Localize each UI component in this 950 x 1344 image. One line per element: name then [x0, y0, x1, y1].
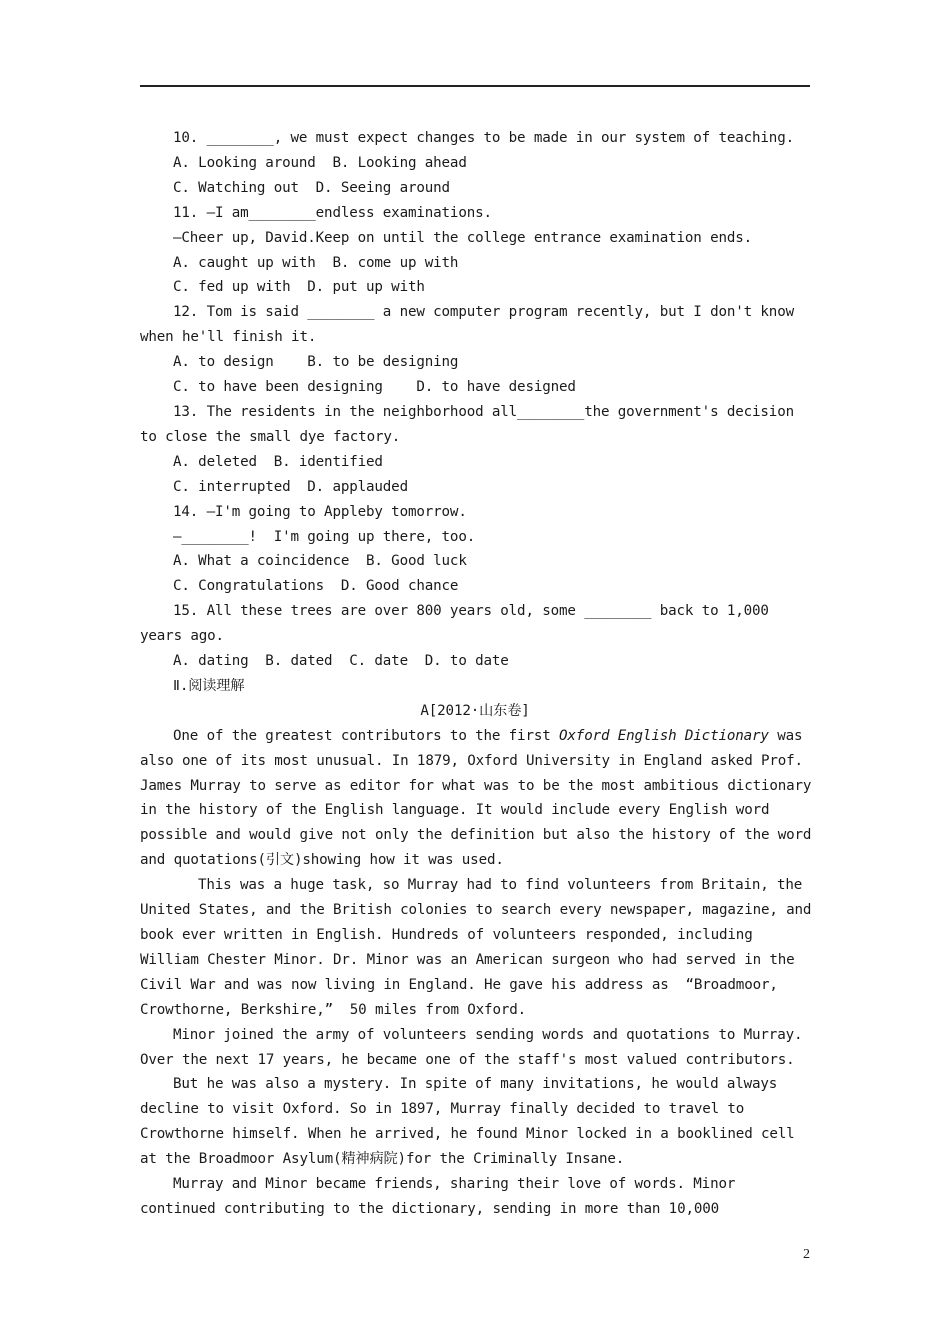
question-10-options-ab: A. Looking around B. Looking ahead: [173, 154, 467, 171]
question-13-options-cd: C. interrupted D. applauded: [173, 478, 408, 495]
passage-line: William Chester Minor. Dr. Minor was an American surgeon who had served in the: [140, 951, 795, 968]
question-11-options-ab: A. caught up with B. come up with: [173, 254, 459, 271]
passage-line: United States, and the British colonies to search every newspaper, magazine, and: [140, 902, 812, 919]
question-15-stem: 15. All these trees are over 800 years old, some ________ back to 1,000: [173, 603, 769, 620]
passage-line: Minor joined the army of volunteers sending words and quotations to Murray.: [173, 1026, 803, 1043]
question-13-options-ab: A. deleted B. identified: [173, 453, 383, 470]
question-12-stem: 12. Tom is said ________ a new computer program recently, but I don't know: [173, 304, 794, 321]
passage-line: in the history of the English language. It would include every English word: [140, 802, 770, 819]
question-15-options: A. dating B. dated C. date D. to date: [173, 653, 509, 670]
question-11-options-cd: C. fed up with D. put up with: [173, 279, 425, 296]
question-10-stem: 10. ________, we must expect changes to be made in our system of teaching.: [173, 130, 794, 146]
question-15-stem-cont: years ago.: [140, 628, 224, 645]
question-14-options-cd: C. Congratulations D. Good chance: [173, 578, 459, 595]
passage-line: at the Broadmoor Asylum(精神病院)for the Criminally Insane.: [140, 1151, 625, 1168]
question-12-stem-cont: when he'll finish it.: [140, 329, 317, 346]
question-13-stem: 13. The residents in the neighborhood all________the government's decision: [173, 403, 794, 420]
passage-line: continued contributing to the dictionary, sending in more than 10,000: [140, 1200, 720, 1217]
passage-line: This was a huge task, so Murray had to find volunteers from Britain, the: [198, 877, 803, 894]
page-number: 2: [803, 1247, 810, 1262]
question-13-stem-cont: to close the small dye factory.: [140, 428, 401, 445]
passage-line: Crowthorne, Berkshire,” 50 miles from Oxford.: [140, 1001, 527, 1018]
passage-line: Murray and Minor became friends, sharing their love of words. Minor: [173, 1176, 736, 1193]
question-14-reply: —________! I'm going up there, too.: [173, 528, 476, 545]
question-11-reply: —Cheer up, David.Keep on until the college entrance examination ends.: [173, 229, 753, 246]
passage-line: One of the greatest contributors to the first Oxford English Dictionary was: [173, 727, 803, 744]
passage-line: Crowthorne himself. When he arrived, he found Minor locked in a booklined cell: [140, 1126, 795, 1143]
question-11-stem: 11. —I am________endless examinations.: [173, 204, 492, 221]
question-14-stem: 14. —I'm going to Appleby tomorrow.: [173, 503, 467, 520]
question-10-options-cd: C. Watching out D. Seeing around: [173, 179, 450, 196]
passage-title: A[2012·山东卷]: [420, 702, 530, 719]
question-12-options-cd: C. to have been designing D. to have designed: [173, 379, 576, 396]
question-14-options-ab: A. What a coincidence B. Good luck: [173, 553, 467, 570]
passage-line: book ever written in English. Hundreds of volunteers responded, including: [140, 927, 753, 943]
document-body: [140, 126, 810, 1222]
passage-line: also one of its most unusual. In 1879, Oxford University in England asked Prof.: [140, 752, 803, 769]
passage-line: James Murray to serve as editor for what was to be the most ambitious dictionary: [140, 777, 812, 794]
passage-line: Over the next 17 years, he became one of the staff's most valued contributors.: [140, 1051, 795, 1068]
passage-line: But he was also a mystery. In spite of many invitations, he would always: [173, 1076, 778, 1093]
header-rule: [140, 85, 810, 87]
question-12-options-ab: A. to design B. to be designing: [173, 354, 459, 371]
section-title: Ⅱ.阅读理解: [173, 677, 245, 694]
passage-line: possible and would give not only the definition but also the history of the word: [140, 827, 812, 844]
dictionary-title: Oxford English Dictionary: [559, 727, 769, 744]
passage-line: and quotations(引文)showing how it was used.: [140, 852, 504, 869]
passage-line: Civil War and was now living in England. He gave his address as “Broadmoor,: [140, 976, 778, 993]
passage-line: decline to visit Oxford. So in 1897, Murray finally decided to travel to: [140, 1101, 745, 1118]
